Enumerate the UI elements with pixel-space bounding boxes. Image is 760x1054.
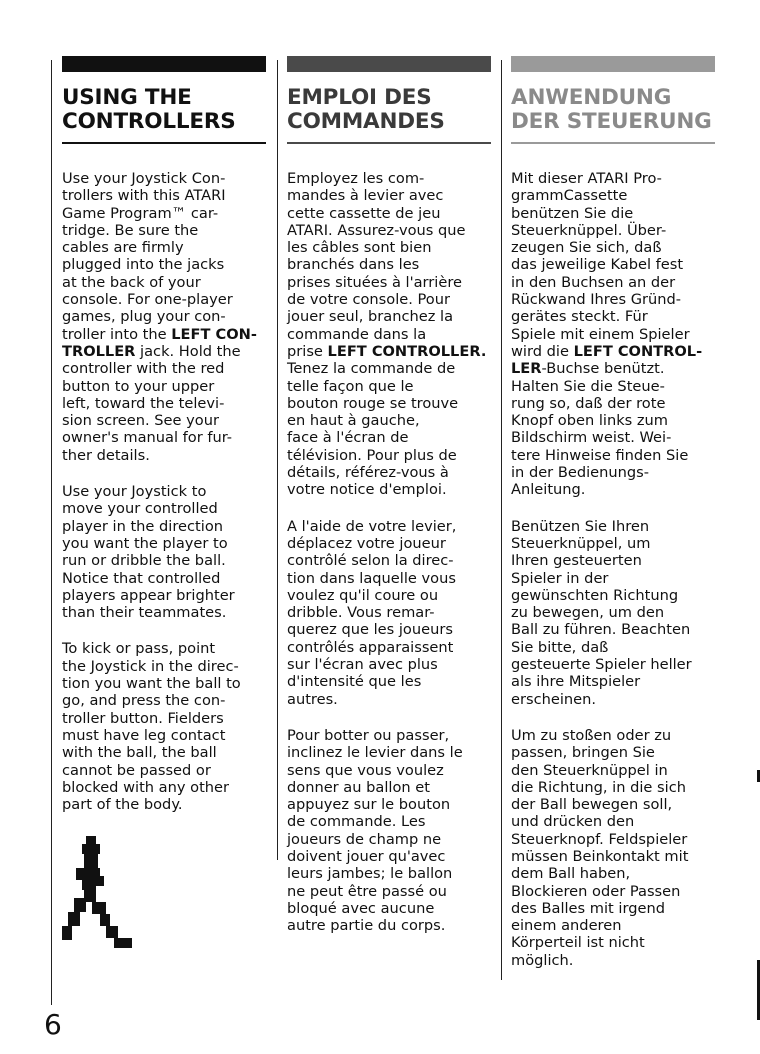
figure-pixel: [106, 926, 118, 938]
text-segment: To kick or pass, point: [62, 640, 216, 658]
text-segment: Spiele mit einem Spieler: [511, 325, 690, 343]
text-line: [511, 691, 715, 708]
text-line: [62, 483, 266, 500]
text-line: [62, 343, 266, 360]
text-line: [511, 447, 715, 464]
heading-line: CONTROLLERS: [62, 109, 236, 134]
text-line: [62, 710, 266, 727]
text-segment: console. For one-player: [62, 291, 233, 309]
column-divider-middle: [277, 60, 278, 860]
text-line: [287, 378, 491, 395]
text-segment: Blockieren oder Passen: [511, 882, 681, 900]
paragraph: [511, 727, 715, 969]
text-segment: ther details.: [62, 446, 150, 464]
text-segment: Rückwand Ihres Gründ-: [511, 291, 682, 309]
text-segment: Knopf oben links zum: [511, 412, 669, 430]
text-line: [287, 762, 491, 779]
text-line: [287, 187, 491, 204]
text-line: [62, 360, 266, 377]
text-segment: einem anderen: [511, 917, 622, 935]
text-line: [511, 326, 715, 343]
text-segment: Mit dieser ATARI Pro-: [511, 170, 662, 187]
text-line: [511, 222, 715, 239]
text-segment: sion screen. See your: [62, 412, 219, 430]
text-line: [62, 187, 266, 204]
text-line: [511, 360, 715, 377]
text-segment: Sie bitte, daß: [511, 638, 609, 656]
text-segment: Steuerknüppel, um: [511, 534, 651, 552]
text-segment: jack. Hold the: [135, 342, 241, 360]
text-segment: cette cassette de jeu: [287, 204, 441, 222]
figure-pixel: [62, 926, 72, 940]
text-line: [287, 395, 491, 412]
text-segment: move your controlled: [62, 500, 218, 518]
text-line: [287, 535, 491, 552]
text-segment: passen, bringen Sie: [511, 744, 655, 762]
text-line: [62, 447, 266, 464]
text-line: [511, 900, 715, 917]
text-segment: games, plug your con-: [62, 308, 226, 326]
text-segment: wird die: [511, 342, 574, 360]
column-heading: [62, 86, 266, 134]
heading-rule: [287, 142, 491, 144]
text-segment: plugged into the jacks: [62, 256, 225, 274]
text-segment: A l'aide de votre levier,: [287, 517, 457, 535]
text-segment: doivent jouer qu'avec: [287, 847, 446, 865]
text-segment: trollers with this ATARI: [62, 187, 226, 205]
text-segment: des Balles mit irgend: [511, 899, 665, 917]
text-segment: erscheinen.: [511, 690, 597, 708]
text-line: [287, 779, 491, 796]
text-segment: telle façon que le: [287, 377, 414, 395]
text-segment: bloqué avec aucune: [287, 899, 435, 917]
text-line: [62, 205, 266, 222]
text-line: [287, 343, 491, 360]
text-line: [62, 640, 266, 657]
text-segment: Körperteil ist nicht: [511, 934, 645, 952]
text-segment: cannot be passed or: [62, 761, 211, 779]
text-segment: -Buchse benützt.: [541, 360, 665, 378]
text-segment: Steuerknüppel. Über-: [511, 221, 667, 239]
text-segment: contrôlé selon la direc-: [287, 552, 454, 570]
text-line: [511, 796, 715, 813]
text-segment: zu bewegen, um den: [511, 604, 665, 622]
heading-line: USING THE: [62, 85, 192, 110]
text-segment: Benützen Sie Ihren: [511, 517, 650, 535]
column-heading: [287, 86, 491, 134]
text-line: [511, 552, 715, 569]
text-segment: appuyez sur le bouton: [287, 796, 451, 814]
text-line: [287, 291, 491, 308]
text-line: [511, 170, 715, 187]
text-segment: en haut à gauche,: [287, 412, 420, 430]
figure-pixel: [84, 854, 98, 868]
text-line: [511, 343, 715, 360]
heading-line: COMMANDES: [287, 109, 445, 134]
paragraph: [287, 170, 491, 499]
text-line: [62, 535, 266, 552]
text-segment: tion dans laquelle vous: [287, 569, 456, 587]
heading-rule: [511, 142, 715, 144]
text-line: [511, 727, 715, 744]
text-line: [511, 412, 715, 429]
text-line: [287, 656, 491, 673]
figure-pixel: [74, 898, 86, 912]
text-line: [62, 658, 266, 675]
text-segment: Use your Joystick Con-: [62, 170, 226, 187]
text-line: [511, 481, 715, 498]
text-segment: part of the body.: [62, 796, 183, 814]
figure-pixel: [92, 902, 106, 914]
text-segment: dribble. Vous remar-: [287, 604, 435, 622]
text-segment: tridge. Be sure the: [62, 221, 199, 239]
text-line: [287, 326, 491, 343]
text-segment: left, toward the televi-: [62, 394, 225, 412]
text-segment: contrôlés apparaissent: [287, 638, 454, 656]
text-segment: Anleitung.: [511, 481, 586, 499]
text-segment: autre partie du corps.: [287, 917, 446, 935]
text-segment: tere Hinweise finden Sie: [511, 446, 689, 464]
text-segment: leurs jambes; le ballon: [287, 865, 453, 883]
text-line: [287, 360, 491, 377]
text-segment: benützen Sie die: [511, 204, 634, 222]
bold-term: LER: [511, 360, 542, 378]
column-header-bar: [511, 56, 715, 72]
text-line: [287, 744, 491, 761]
text-segment: Use your Joystick to: [62, 483, 207, 501]
text-line: [62, 744, 266, 761]
text-line: [62, 326, 266, 343]
text-line: [511, 952, 715, 969]
text-line: [287, 308, 491, 325]
text-segment: Game Program™ car-: [62, 204, 219, 222]
text-line: [62, 308, 266, 325]
text-line: [62, 429, 266, 446]
column-body: [287, 170, 491, 934]
text-segment: must have leg contact: [62, 726, 226, 744]
text-line: [62, 412, 266, 429]
text-line: [511, 831, 715, 848]
text-line: [287, 518, 491, 535]
text-line: [511, 744, 715, 761]
text-line: [287, 256, 491, 273]
pixel-soccer-player-icon: [62, 836, 134, 960]
bold-term: LEFT CON-: [171, 325, 257, 343]
figure-pixel: [82, 880, 96, 890]
text-line: [62, 675, 266, 692]
figure-pixel: [82, 844, 100, 854]
bold-term: LEFT CONTROL-: [573, 342, 703, 360]
text-segment: prises situées à l'arrière: [287, 273, 462, 291]
text-segment: Steuerknopf. Feldspieler: [511, 830, 688, 848]
bold-term: TROLLER: [62, 342, 136, 360]
text-line: [511, 779, 715, 796]
text-line: [287, 205, 491, 222]
text-line: [287, 464, 491, 481]
text-segment: der Ball bewegen soll,: [511, 796, 673, 814]
text-segment: ATARI. Assurez-vous que: [287, 221, 466, 239]
text-line: [511, 917, 715, 934]
text-segment: die Richtung, in die sich: [511, 778, 686, 796]
text-segment: grammCassette: [511, 187, 628, 205]
text-segment: Um zu stoßen oder zu: [511, 726, 672, 744]
text-line: [287, 639, 491, 656]
figure-pixel: [114, 938, 132, 948]
text-segment: players appear brighter: [62, 586, 235, 604]
text-segment: Ball zu führen. Beachten: [511, 621, 691, 639]
text-line: [287, 570, 491, 587]
text-segment: face à l'écran de: [287, 429, 409, 447]
text-segment: den Steuerknüppel in: [511, 761, 668, 779]
text-segment: donner au ballon et: [287, 778, 430, 796]
bold-term: LEFT CONTROLLER.: [327, 342, 487, 360]
text-line: [62, 692, 266, 709]
page-number: 6: [44, 1008, 62, 1041]
text-line: [511, 291, 715, 308]
text-line: [287, 222, 491, 239]
text-segment: Tenez la commande de: [287, 360, 456, 378]
text-segment: gesteuerte Spieler heller: [511, 656, 692, 674]
text-line: [287, 831, 491, 848]
text-line: [511, 883, 715, 900]
text-line: [287, 587, 491, 604]
column-divider-left: [51, 60, 52, 1005]
column-french: [287, 56, 491, 953]
text-line: [62, 587, 266, 604]
column-divider-right: [501, 60, 502, 980]
heading-line: ANWENDUNG: [511, 85, 672, 110]
text-segment: querez que les joueurs: [287, 621, 453, 639]
text-line: [287, 481, 491, 498]
paragraph: [62, 483, 266, 621]
text-line: [62, 291, 266, 308]
text-segment: zeugen Sie sich, daß: [511, 239, 662, 257]
text-segment: gewünschten Richtung: [511, 586, 679, 604]
heading-rule: [62, 142, 266, 144]
text-line: [62, 170, 266, 187]
figure-pixel: [96, 876, 104, 886]
text-line: [287, 727, 491, 744]
text-segment: dem Ball haben,: [511, 865, 631, 883]
text-line: [287, 239, 491, 256]
text-line: [287, 813, 491, 830]
text-segment: tion you want the ball to: [62, 675, 241, 693]
text-line: [511, 570, 715, 587]
text-segment: voulez qu'il coure ou: [287, 586, 439, 604]
text-segment: Pour botter ou passer,: [287, 726, 450, 744]
text-line: [62, 256, 266, 273]
text-segment: autres.: [287, 690, 338, 708]
text-line: [511, 656, 715, 673]
text-line: [62, 500, 266, 517]
text-line: [287, 621, 491, 638]
text-segment: Ihren gesteuerten: [511, 552, 642, 570]
text-line: [62, 552, 266, 569]
paragraph: [287, 727, 491, 935]
paragraph: [62, 170, 266, 464]
text-segment: Employez les com-: [287, 170, 425, 187]
text-segment: button to your upper: [62, 377, 215, 395]
text-line: [287, 691, 491, 708]
text-line: [287, 429, 491, 446]
text-segment: das jeweilige Kabel fest: [511, 256, 684, 274]
text-line: [511, 673, 715, 690]
text-segment: inclinez le levier dans le: [287, 744, 463, 762]
text-segment: détails, référez-vous à: [287, 464, 449, 482]
paragraph: [62, 640, 266, 813]
column-heading: [511, 86, 715, 134]
text-segment: Spieler in der: [511, 569, 609, 587]
text-line: [287, 848, 491, 865]
text-line: [511, 813, 715, 830]
text-line: [511, 587, 715, 604]
column-body: [62, 170, 266, 813]
text-segment: und drücken den: [511, 813, 635, 831]
text-segment: mandes à levier avec: [287, 187, 444, 205]
text-segment: commande dans la: [287, 325, 427, 343]
text-segment: gerätes steckt. Für: [511, 308, 648, 326]
text-segment: owner's manual for fur-: [62, 429, 233, 447]
text-segment: Halten Sie die Steue-: [511, 377, 665, 395]
text-line: [511, 639, 715, 656]
text-segment: in den Buchsen an der: [511, 273, 676, 291]
text-segment: rung so, daß der rote: [511, 394, 666, 412]
text-line: [511, 308, 715, 325]
text-line: [511, 762, 715, 779]
text-segment: Notice that controlled: [62, 569, 221, 587]
text-line: [287, 447, 491, 464]
text-segment: Bildschirm weist. Wei-: [511, 429, 672, 447]
text-line: [511, 205, 715, 222]
text-segment: cables are firmly: [62, 239, 184, 257]
text-segment: ne peut être passé ou: [287, 882, 447, 900]
text-line: [511, 865, 715, 882]
text-line: [287, 552, 491, 569]
text-segment: d'intensité que les: [287, 673, 422, 691]
text-line: [511, 604, 715, 621]
text-segment: joueurs de champ ne: [287, 830, 442, 848]
text-segment: déplacez votre joueur: [287, 534, 446, 552]
text-line: [62, 762, 266, 779]
text-line: [62, 796, 266, 813]
text-segment: les câbles sont bien: [287, 239, 432, 257]
text-segment: at the back of your: [62, 273, 201, 291]
text-segment: blocked with any other: [62, 778, 230, 796]
text-line: [511, 429, 715, 446]
column-body: [511, 170, 715, 969]
text-segment: müssen Beinkontakt mit: [511, 847, 689, 865]
text-line: [511, 934, 715, 951]
text-line: [511, 256, 715, 273]
text-segment: troller button. Fielders: [62, 709, 224, 727]
text-line: [511, 518, 715, 535]
text-segment: bouton rouge se trouve: [287, 394, 459, 412]
figure-pixel: [68, 912, 80, 926]
text-line: [511, 621, 715, 638]
text-line: [511, 378, 715, 395]
text-segment: de commande. Les: [287, 813, 426, 831]
text-segment: with the ball, the ball: [62, 744, 217, 762]
text-line: [287, 883, 491, 900]
text-line: [287, 412, 491, 429]
text-segment: jouer seul, branchez la: [287, 308, 454, 326]
text-line: [511, 464, 715, 481]
text-line: [287, 917, 491, 934]
text-segment: télévision. Pour plus de: [287, 446, 457, 464]
text-line: [511, 187, 715, 204]
text-line: [62, 274, 266, 291]
text-segment: run or dribble the ball.: [62, 552, 226, 570]
text-line: [287, 865, 491, 882]
column-header-bar: [62, 56, 266, 72]
text-line: [62, 727, 266, 744]
figure-pixel: [100, 914, 110, 926]
text-line: [62, 239, 266, 256]
text-line: [511, 274, 715, 291]
text-segment: sens que vous voulez: [287, 761, 444, 779]
text-line: [62, 378, 266, 395]
column-header-bar: [287, 56, 491, 72]
text-segment: votre notice d'emploi.: [287, 481, 447, 499]
text-line: [287, 796, 491, 813]
text-line: [511, 239, 715, 256]
text-line: [62, 570, 266, 587]
text-line: [62, 779, 266, 796]
text-segment: branchés dans les: [287, 256, 420, 274]
paragraph: [511, 170, 715, 499]
text-segment: the Joystick in the direc-: [62, 657, 239, 675]
text-segment: in der Bedienungs-: [511, 464, 649, 482]
text-segment: de votre console. Pour: [287, 291, 450, 309]
text-line: [62, 518, 266, 535]
heading-line: EMPLOI DES: [287, 85, 432, 110]
text-line: [62, 395, 266, 412]
text-segment: go, and press the con-: [62, 692, 226, 710]
text-line: [287, 900, 491, 917]
text-segment: player in the direction: [62, 517, 224, 535]
text-segment: sur l'écran avec plus: [287, 656, 438, 674]
text-segment: you want the player to: [62, 534, 228, 552]
column-english: [62, 56, 266, 832]
text-line: [62, 604, 266, 621]
figure-pixel: [86, 836, 96, 844]
column-german: [511, 56, 715, 988]
text-line: [287, 274, 491, 291]
text-line: [511, 848, 715, 865]
text-line: [287, 170, 491, 187]
heading-line: DER STEUERUNG: [511, 109, 712, 134]
text-line: [287, 604, 491, 621]
paragraph: [511, 518, 715, 708]
text-segment: möglich.: [511, 951, 574, 969]
text-segment: controller with the red: [62, 360, 225, 378]
text-segment: als ihre Mitspieler: [511, 673, 641, 691]
text-line: [511, 395, 715, 412]
text-line: [511, 535, 715, 552]
text-line: [62, 222, 266, 239]
text-segment: prise: [287, 342, 328, 360]
paragraph: [287, 518, 491, 708]
text-segment: troller into the: [62, 325, 172, 343]
text-segment: than their teammates.: [62, 604, 227, 622]
text-line: [287, 673, 491, 690]
